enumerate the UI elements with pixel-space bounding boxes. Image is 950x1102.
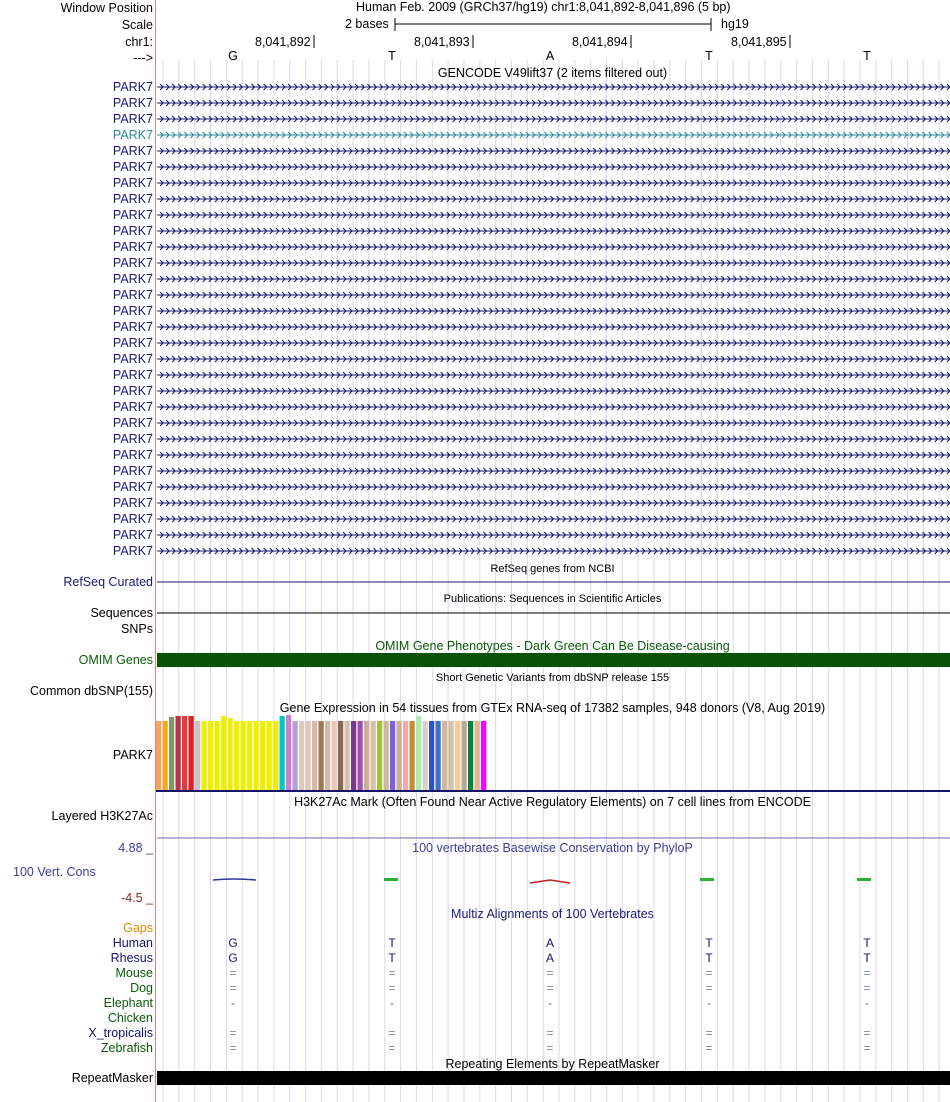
position-label: 8,041,892 bbox=[255, 35, 311, 49]
gtex-tissue-bar bbox=[436, 721, 441, 790]
gtex-tissue-bar bbox=[338, 721, 343, 790]
multiz-alignment-cell: = bbox=[705, 1026, 713, 1040]
base-letter: T bbox=[863, 49, 871, 63]
gtex-tissue-bar bbox=[475, 721, 480, 790]
gtex-tissue-bar bbox=[208, 721, 213, 790]
multiz-alignment-cell: - bbox=[707, 996, 711, 1010]
gencode-gene-label[interactable]: PARK7 bbox=[112, 400, 153, 414]
gtex-tissue-bar bbox=[429, 721, 434, 790]
multiz-alignment-cell: = bbox=[388, 1026, 396, 1040]
gencode-gene-label[interactable]: PARK7 bbox=[112, 352, 153, 366]
multiz-alignment-cell: A bbox=[545, 936, 554, 950]
multiz-alignment-cell: T bbox=[863, 936, 871, 950]
multiz-alignment-cell: T bbox=[705, 936, 713, 950]
multiz-alignment-cell: = bbox=[705, 981, 713, 995]
gencode-gene-label[interactable]: PARK7 bbox=[112, 336, 153, 350]
gtex-tissue-bar bbox=[410, 721, 415, 790]
gtex-tissue-bar bbox=[312, 721, 317, 790]
omim-track-label[interactable]: OMIM Genes bbox=[78, 653, 153, 667]
db-label: hg19 bbox=[721, 17, 749, 31]
multiz-alignment-cell: = bbox=[705, 966, 713, 980]
gencode-gene-label[interactable]: PARK7 bbox=[112, 480, 153, 494]
multiz-alignment-cell: = bbox=[388, 966, 396, 980]
gencode-gene-label[interactable]: PARK7 bbox=[112, 224, 153, 238]
gtex-tissue-bar bbox=[156, 721, 161, 790]
gencode-gene-label[interactable]: PARK7 bbox=[112, 192, 153, 206]
phylop-signal bbox=[530, 880, 570, 883]
base-letter: T bbox=[705, 49, 713, 63]
gencode-gene-label[interactable]: PARK7 bbox=[112, 368, 153, 382]
gencode-gene-label[interactable]: PARK7 bbox=[112, 256, 153, 270]
gtex-tissue-bar bbox=[384, 721, 389, 790]
position-label: 8,041,893 bbox=[414, 35, 470, 49]
phylop-track-title[interactable]: 100 vertebrates Basewise Conservation by PhyloP bbox=[412, 841, 693, 855]
multiz-alignment-cell: = bbox=[863, 966, 871, 980]
gtex-track-label[interactable]: PARK7 bbox=[112, 748, 153, 762]
gtex-tissue-bar bbox=[241, 721, 246, 790]
gtex-tissue-bar bbox=[416, 716, 421, 790]
gencode-gene-label[interactable]: PARK7 bbox=[112, 544, 153, 558]
gtex-tissue-bar bbox=[247, 721, 252, 790]
gtex-tissue-bar bbox=[345, 721, 350, 790]
gencode-gene-label[interactable]: PARK7 bbox=[112, 464, 153, 478]
gtex-tissue-bar bbox=[332, 721, 337, 790]
gencode-gene-label[interactable]: PARK7 bbox=[112, 176, 153, 190]
dbsnp-track-label[interactable]: Common dbSNP(155) bbox=[30, 684, 153, 698]
gencode-gene-label[interactable]: PARK7 bbox=[112, 208, 153, 222]
omim-track-title[interactable]: OMIM Gene Phenotypes - Dark Green Can Be Disease-causing bbox=[375, 639, 730, 653]
multiz-alignment-cell: - bbox=[231, 996, 235, 1010]
gtex-tissue-bar bbox=[169, 717, 174, 790]
gtex-tissue-bar bbox=[176, 716, 181, 790]
gencode-gene-label[interactable]: PARK7 bbox=[112, 288, 153, 302]
gencode-gene-label[interactable]: PARK7 bbox=[112, 160, 153, 174]
gtex-tissue-bar bbox=[390, 721, 395, 790]
gtex-tissue-bar bbox=[189, 716, 194, 790]
gtex-tissue-bar bbox=[481, 721, 486, 790]
phylop-signal bbox=[700, 878, 714, 881]
gencode-track-title[interactable]: GENCODE V49lift37 (2 items filtered out) bbox=[437, 66, 668, 80]
gencode-gene-label[interactable]: PARK7 bbox=[112, 112, 153, 126]
gtex-tissue-bar bbox=[234, 721, 239, 790]
gtex-tissue-bar bbox=[377, 721, 382, 790]
multiz-alignment-cell: T bbox=[705, 951, 713, 965]
sequences-track-label[interactable]: Sequences bbox=[90, 606, 153, 620]
gtex-tissue-bar bbox=[163, 721, 168, 790]
phylop-signal bbox=[213, 879, 256, 880]
gtex-tissue-bar bbox=[371, 721, 376, 790]
gencode-gene-label[interactable]: PARK7 bbox=[112, 432, 153, 446]
gtex-tissue-bar bbox=[195, 721, 200, 790]
multiz-species-label[interactable]: Chicken bbox=[107, 1011, 153, 1025]
gtex-tissue-bar bbox=[215, 721, 220, 790]
multiz-alignment-cell: = bbox=[863, 1026, 871, 1040]
gencode-gene-label[interactable]: PARK7 bbox=[112, 320, 153, 334]
multiz-species-label[interactable]: Rhesus bbox=[110, 951, 153, 965]
gtex-tissue-bar bbox=[397, 721, 402, 790]
dbsnp-track-title[interactable]: Short Genetic Variants from dbSNP release 155 bbox=[435, 672, 670, 684]
multiz-alignment-cell: T bbox=[388, 951, 396, 965]
multiz-alignment-cell: G bbox=[228, 936, 238, 950]
multiz-alignment-cell: = bbox=[388, 981, 396, 995]
gtex-tissue-bar bbox=[403, 721, 408, 790]
gtex-tissue-bar bbox=[442, 721, 447, 790]
gencode-gene-label[interactable]: PARK7 bbox=[112, 512, 153, 526]
gtex-tissue-bar bbox=[182, 716, 187, 790]
multiz-alignment-cell: - bbox=[390, 996, 394, 1010]
h3k27ac-track-label[interactable]: Layered H3K27Ac bbox=[51, 809, 153, 823]
refseq-track-label[interactable]: RefSeq Curated bbox=[63, 575, 153, 589]
gencode-gene-label[interactable]: PARK7 bbox=[112, 304, 153, 318]
multiz-alignment-cell: = bbox=[546, 981, 554, 995]
gencode-gene-label[interactable]: PARK7 bbox=[112, 528, 153, 542]
multiz-alignment-cell: - bbox=[865, 996, 869, 1010]
multiz-alignment-cell: = bbox=[229, 1026, 237, 1040]
gtex-tissue-bar bbox=[449, 721, 454, 790]
multiz-alignment-cell: - bbox=[548, 996, 552, 1010]
refseq-track-title[interactable]: RefSeq genes from NCBI bbox=[490, 563, 615, 575]
gencode-gene-label[interactable]: PARK7 bbox=[112, 448, 153, 462]
gtex-tissue-bar bbox=[286, 715, 291, 790]
multiz-species-label[interactable]: X_tropicalis bbox=[88, 1026, 153, 1040]
multiz-alignment-cell: = bbox=[863, 1041, 871, 1055]
gencode-gene-label[interactable]: PARK7 bbox=[112, 496, 153, 510]
gencode-gene-label[interactable]: PARK7 bbox=[112, 384, 153, 398]
position-label: 8,041,894 bbox=[572, 35, 628, 49]
gtex-tissue-bar bbox=[462, 721, 467, 790]
repeatmasker-track-label[interactable]: RepeatMasker bbox=[71, 1071, 153, 1085]
gtex-tissue-bar bbox=[358, 721, 363, 790]
repeatmasker-bar[interactable] bbox=[157, 1071, 950, 1085]
gtex-tissue-bar bbox=[468, 721, 473, 790]
multiz-species-label[interactable]: Elephant bbox=[103, 996, 153, 1010]
scale-label: Scale bbox=[121, 18, 153, 32]
multiz-alignment-cell: = bbox=[546, 966, 554, 980]
phylop-min-label: -4.5 _ bbox=[121, 891, 153, 905]
multiz-alignment-cell: = bbox=[229, 1041, 237, 1055]
multiz-species-label[interactable]: Human bbox=[112, 936, 153, 950]
gtex-tissue-bar bbox=[254, 721, 259, 790]
multiz-alignment-cell: T bbox=[388, 936, 396, 950]
multiz-species-label[interactable]: Dog bbox=[130, 981, 153, 995]
multiz-track-title[interactable]: Multiz Alignments of 100 Vertebrates bbox=[451, 907, 654, 921]
h3k27ac-track-title[interactable]: H3K27Ac Mark (Often Found Near Active Regulatory Elements) on 7 cell lines from ENCODE bbox=[294, 795, 811, 809]
gencode-gene-label[interactable]: PARK7 bbox=[112, 272, 153, 286]
gencode-gene-label[interactable]: PARK7 bbox=[112, 416, 153, 430]
gencode-gene-label[interactable]: PARK7 bbox=[112, 144, 153, 158]
chrom-label: chr1: bbox=[125, 35, 153, 49]
gtex-tissue-bar bbox=[325, 721, 330, 790]
multiz-alignment-cell: = bbox=[546, 1026, 554, 1040]
gtex-tissue-bar bbox=[306, 721, 311, 790]
multiz-alignment-cell: = bbox=[863, 981, 871, 995]
repeatmasker-track-title[interactable]: Repeating Elements by RepeatMasker bbox=[445, 1057, 660, 1071]
phylop-max-label: 4.88 _ bbox=[118, 841, 153, 855]
window-position-label: Window Position bbox=[60, 1, 153, 15]
multiz-species-label[interactable]: Zebrafish bbox=[100, 1041, 153, 1055]
gtex-tissue-bar bbox=[351, 721, 356, 790]
gtex-tissue-bar bbox=[260, 721, 265, 790]
strand-label: ---> bbox=[133, 51, 153, 65]
gencode-gene-label[interactable]: PARK7 bbox=[112, 240, 153, 254]
gtex-tissue-bar bbox=[423, 721, 428, 790]
gtex-tissue-bar bbox=[221, 716, 226, 790]
base-letter: G bbox=[228, 49, 238, 63]
phylop-signal bbox=[857, 878, 871, 881]
gencode-gene-label[interactable]: PARK7 bbox=[112, 80, 153, 94]
multiz-alignment-cell: G bbox=[228, 951, 238, 965]
assembly-title: Human Feb. 2009 (GRCh37/hg19) chr1:8,041,892-8,041,896 (5 bp) bbox=[356, 0, 731, 14]
gencode-gene-label[interactable]: PARK7 bbox=[112, 128, 153, 142]
multiz-alignment-cell: = bbox=[705, 1041, 713, 1055]
scale-text: 2 bases bbox=[345, 17, 389, 31]
position-label: 8,041,895 bbox=[731, 35, 787, 49]
phylop-track-label[interactable]: 100 Vert. Cons bbox=[13, 865, 96, 879]
gtex-tissue-bar bbox=[267, 721, 272, 790]
gtex-tissue-bar bbox=[280, 716, 285, 790]
gtex-tissue-bar bbox=[319, 721, 324, 790]
snps-label[interactable]: SNPs bbox=[121, 622, 153, 636]
gtex-tissue-bar bbox=[293, 721, 298, 790]
gtex-tissue-bar bbox=[228, 718, 233, 790]
gtex-tissue-bar bbox=[364, 721, 369, 790]
gencode-gene-label[interactable]: PARK7 bbox=[112, 96, 153, 110]
gtex-tissue-bar bbox=[455, 721, 460, 790]
multiz-alignment-cell: A bbox=[545, 951, 554, 965]
gtex-tissue-bar bbox=[202, 721, 207, 790]
multiz-alignment-cell: T bbox=[863, 951, 871, 965]
multiz-alignment-cell: = bbox=[229, 981, 237, 995]
base-letter: A bbox=[545, 49, 555, 63]
gtex-tissue-bar bbox=[299, 721, 304, 790]
multiz-species-label[interactable]: Gaps bbox=[123, 921, 153, 935]
omim-gene-bar[interactable] bbox=[157, 653, 950, 667]
phylop-signal bbox=[384, 878, 398, 881]
publications-track-title[interactable]: Publications: Sequences in Scientific Articles bbox=[443, 593, 662, 605]
multiz-alignment-cell: = bbox=[388, 1041, 396, 1055]
multiz-species-label[interactable]: Mouse bbox=[115, 966, 153, 980]
multiz-alignment-cell: = bbox=[546, 1041, 554, 1055]
base-letter: T bbox=[388, 49, 396, 63]
multiz-alignment-cell: = bbox=[229, 966, 237, 980]
gtex-tissue-bar bbox=[273, 721, 278, 790]
gtex-track-title[interactable]: Gene Expression in 54 tissues from GTEx RNA-seq of 17382 samples, 948 donors (V8, Aug 2019) bbox=[279, 701, 826, 715]
